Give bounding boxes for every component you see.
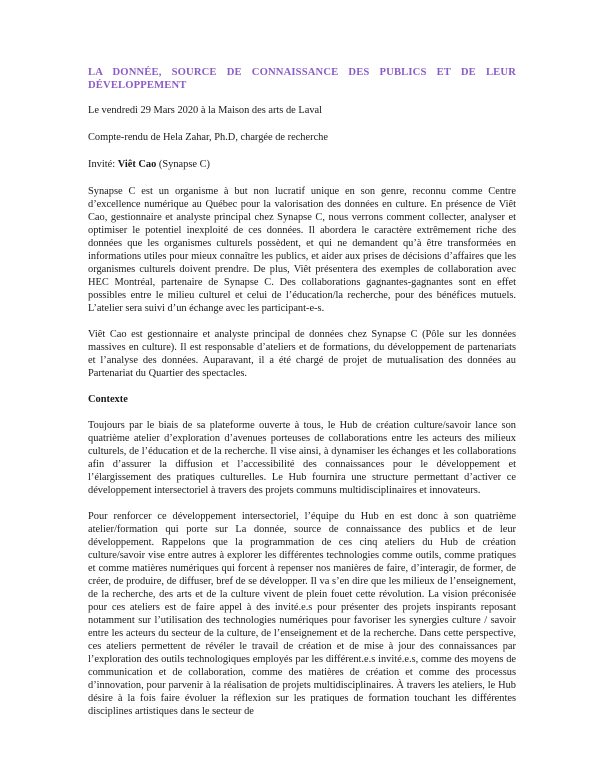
context-paragraph-1: Toujours par le biais de sa plateforme ouverte à tous, le Hub de création culture/savoir lance son quatrième atelier d’exploration d’avenues porteuses de collaborations entre les acteurs des milieux culturels, de l’éducation et de la recherche. Il vise ainsi, à dynamiser les échanges et les collaborations afin d’assurer la diffusion et l’accessibilité des connaissances pour le développement et l’élargissement des pratiques culturelles. Le Hub fournira une structure permettant d’activer ce développement intersectoriel à travers des projets communs multidisciplinaires et innovateurs.	[88, 420, 516, 496]
report-author: Compte-rendu de Hela Zahar, Ph.D, chargée de recherche	[88, 132, 328, 143]
context-paragraph-2: Pour renforcer ce développement intersectoriel, l’équipe du Hub en est donc à son quatrième atelier/formation qui porte sur La donnée, source de connaissance des publics et de leur développement. Rappelons que la programmation de ces cinq ateliers du Hub de création culture/savoir vise entre autres à explorer les différentes technologies comme outils, comme pratiques et comme matières numériques qui forcent à repenser nos manières de faire, d’interagir, de former, de créer, de produire, de diffuser, bref de se développer. Il va s’en dire que les milieux de l’enseignement, de la recherche, des arts et de la culture vivent de plein fouet cette révolution. La vision préconisée pour ces ateliers est de faire appel à des invité.e.s pour présenter des projets inspirants reposant notamment sur l’utilisation des technologies numériques pour favoriser les synergies culture / savoir entre les acteurs du secteur de la culture, de l’enseignement et de la recherche. Dans cette perspective, ces ateliers permettent de révéler le travail de création et de mise à jour des connaissances par l’exploration des outils technologiques employés par les différent.e.s invité.e.s, comme des moyens de communication et de collaboration, comme des matières de création et comme des processus d’innovation, pour parvenir à la réalisation de projets multidisciplinaires. À travers les ateliers, le Hub désire à la fois faire évoluer la réflexion sur les pratiques de formation touchant les différentes disciplines artistiques dans le secteur de	[88, 511, 516, 717]
guest-prefix: Invité:	[88, 159, 118, 170]
document-page	[88, 66, 516, 731]
guest-name: Viêt Cao	[117, 159, 157, 170]
bio-paragraph: Viêt Cao est gestionnaire et analyste principal de données chez Synapse C (Pôle sur les données massives en culture). Il est responsable d’ateliers et de formations, du développement de partenariats et l’analyse des données. Auparavant, il a été chargé de projet de mutualisation des données au Partenariat du Quartier des spectacles.	[88, 329, 516, 379]
guest-affiliation: (Synapse C)	[156, 159, 210, 170]
guest-line	[88, 158, 516, 171]
intro-paragraph: Synapse C est un organisme à but non lucratif unique en son genre, reconnu comme Centre d’excellence numérique au Québec pour la valorisation des données en culture. En présence de Viêt Cao, gestionnaire et analyste principal chez Synapse C, nous verrons comment collecter, analyser et optimiser le potentiel inexploité de ces données. Il abordera le caractère extrêmement riche des données que les organismes culturels possèdent, et qui ne demandent qu’à être transformées en informations utiles pour mieux connaître les publics, et aider aux prises de décisions d’affaires que les organismes culturels doivent prendre. De plus, Viêt présentera des exemples de collaboration avec HEC Montréal, partenaire de Synapse C. Des collaborations gagnantes-gagnantes sont en effet possibles entre le milieu culturel et celui de l’éducation/la recherche, pour des bénéfices mutuels. L’atelier sera suivi d’un échange avec les participant-e-s.	[88, 186, 516, 314]
section-heading-context: Contexte	[88, 394, 128, 405]
event-date: Le vendredi 29 Mars 2020 à la Maison des arts de Laval	[88, 105, 323, 116]
document-title: LA DONNÉE, SOURCE DE CONNAISSANCE DES PUBLICS ET DE LEUR DÉVELOPPEMENT	[88, 67, 516, 91]
